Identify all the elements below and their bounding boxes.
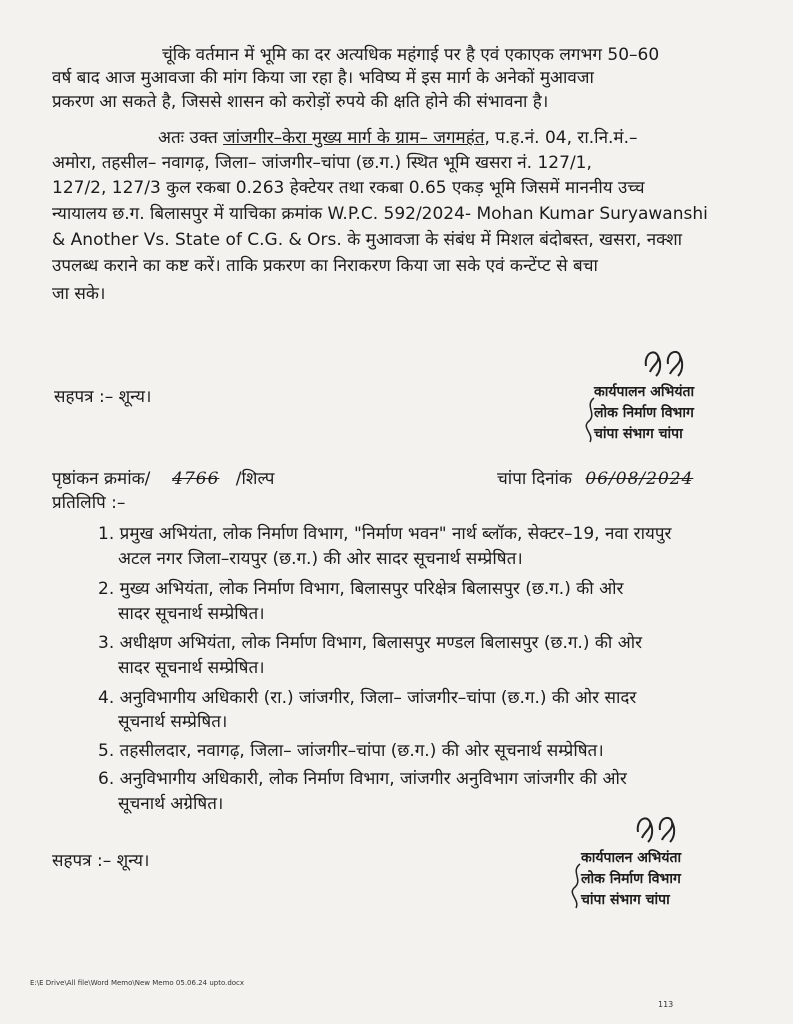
date-value: 06/08/2024	[585, 469, 694, 489]
endorsement-suffix: /शिल्प	[235, 469, 275, 489]
footer-file-path: E:\E Drive\All file\Word Memo\New Memo 05.06.24 upto.docx	[30, 979, 245, 987]
endorsement-number: 4766	[172, 469, 220, 489]
para2-line-5: & Another Vs. State of C.G. & Ors. के मुआवजा के संबंध में मिशल बंदोबस्त, खसरा, नक्शा	[52, 230, 683, 250]
para2-prefix: अतः उक्त	[158, 128, 218, 148]
date-label: चांपा दिनांक	[497, 469, 572, 489]
copy-5-text: तहसीलदार, नवागढ़, जिला– जांजगीर–चांपा (छ.ग.) की ओर सूचनार्थ सम्प्रेषित।	[119, 741, 604, 761]
copy-3-line-2: सादर सूचनार्थ सम्प्रेषित।	[118, 658, 265, 678]
para1-line-2: वर्ष बाद आज मुआवजा की मांग किया जा रहा है। भविष्य में इस मार्ग के अनेकों मुआवजा	[52, 68, 594, 88]
enclosure-2: सहपत्र :– शून्य।	[52, 851, 150, 871]
para1-line-1: चूंकि वर्तमान में भूमि का दर अत्यधिक महंगाई पर है एवं एकाएक लगभग 50–60	[162, 45, 660, 65]
copy-1-line-1	[98, 523, 671, 545]
signature-1-line-2: लोक निर्माण विभाग	[594, 405, 694, 421]
copy-6-num: 6.	[98, 769, 115, 789]
copy-3-text: अधीक्षण अभियंता, लोक निर्माण विभाग, बिलासपुर मण्डल बिलासपुर (छ.ग.) की ओर	[119, 633, 643, 653]
page-number: 113	[658, 1000, 674, 1009]
copy-5-num: 5.	[98, 741, 115, 761]
copy-2-line-2: सादर सूचनार्थ सम्प्रेषित।	[118, 604, 265, 624]
copy-2-text: मुख्य अभियंता, लोक निर्माण विभाग, बिलासपुर परिक्षेत्र बिलासपुर (छ.ग.) की ओर	[119, 579, 624, 599]
copy-2-line-1	[98, 578, 623, 600]
para2-line-4: न्यायालय छ.ग. बिलासपुर में याचिका क्रमांक W.P.C. 592/2024- Mohan Kumar Suryawanshi	[52, 204, 708, 224]
signature-1-line-3: चांपा संभाग चांपा	[594, 426, 683, 442]
copy-4-text: अनुविभागीय अधिकारी (रा.) जांजगीर, जिला– जांजगीर–चांपा (छ.ग.) की ओर सादर	[119, 688, 637, 708]
copy-4-line-2: सूचनार्थ सम्प्रेषित।	[118, 712, 228, 732]
signature-2-line-3: चांपा संभाग चांपा	[581, 892, 670, 908]
copy-2-num: 2.	[98, 579, 115, 599]
para2-line-3: 127/2, 127/3 कुल रकबा 0.263 हेक्टेयर तथा रकबा 0.65 एकड़ भूमि जिसमें माननीय उच्च	[52, 178, 645, 198]
signature-2-line-2: लोक निर्माण विभाग	[581, 871, 681, 887]
copy-1-text: प्रमुख अभियंता, लोक निर्माण विभाग, "निर्माण भवन" नार्थ ब्लॉक, सेक्टर–19, नवा रायपुर	[119, 524, 672, 544]
copy-6-line-1	[98, 768, 627, 790]
para1-line-3: प्रकरण आ सकते है, जिससे शासन को करोड़ों रुपये की क्षति होने की संभावना है।	[52, 92, 549, 112]
date-line	[497, 468, 693, 490]
para2-line-1	[158, 127, 638, 149]
enclosure-1: सहपत्र :– शून्य।	[54, 387, 152, 407]
copy-4-num: 4.	[98, 688, 115, 708]
para2-line-2: अमोरा, तहसील– नवागढ़, जिला– जांजगीर–चांपा (छ.ग.) स्थित भूमि खसरा नं. 127/1,	[52, 153, 592, 173]
signature-stroke-1	[580, 396, 600, 444]
copy-3-num: 3.	[98, 633, 115, 653]
signature-1-line-1: कार्यपालन अभियंता	[594, 384, 695, 400]
copy-label: प्रतिलिपि :–	[52, 493, 126, 513]
copy-1-num: 1.	[98, 524, 115, 544]
signature-2-line-1: कार्यपालन अभियंता	[581, 850, 682, 866]
road-name-underlined: जांजगीर–केरा मुख्य मार्ग के ग्राम– जगमहंत	[223, 128, 485, 148]
copy-3-line-1	[98, 632, 642, 654]
para2-line-7: जा सके।	[52, 284, 106, 304]
signature-stroke-2	[566, 862, 586, 910]
copy-1-line-2: अटल नगर जिला–रायपुर (छ.ग.) की ओर सादर सूचनार्थ सम्प्रेषित।	[118, 549, 523, 569]
copy-6-line-2: सूचनार्थ अग्रेषित।	[118, 794, 224, 814]
copy-5-line-1	[98, 740, 604, 762]
endorsement-line	[52, 468, 274, 490]
copy-6-text: अनुविभागीय अधिकारी, लोक निर्माण विभाग, जांजगीर अनुविभाग जांजगीर की ओर	[119, 769, 627, 789]
signature-initials-1	[640, 342, 690, 378]
para2-line-6: उपलब्ध कराने का कष्ट करें। ताकि प्रकरण का निराकरण किया जा सके एवं कन्टेंप्ट से बचा	[52, 256, 598, 276]
signature-initials-2	[632, 808, 682, 844]
copy-4-line-1	[98, 687, 636, 709]
endorsement-label: पृष्ठांकन क्रमांक/	[52, 469, 151, 489]
para2-suffix: , प.ह.नं. 04, रा.नि.मं.–	[484, 128, 638, 148]
